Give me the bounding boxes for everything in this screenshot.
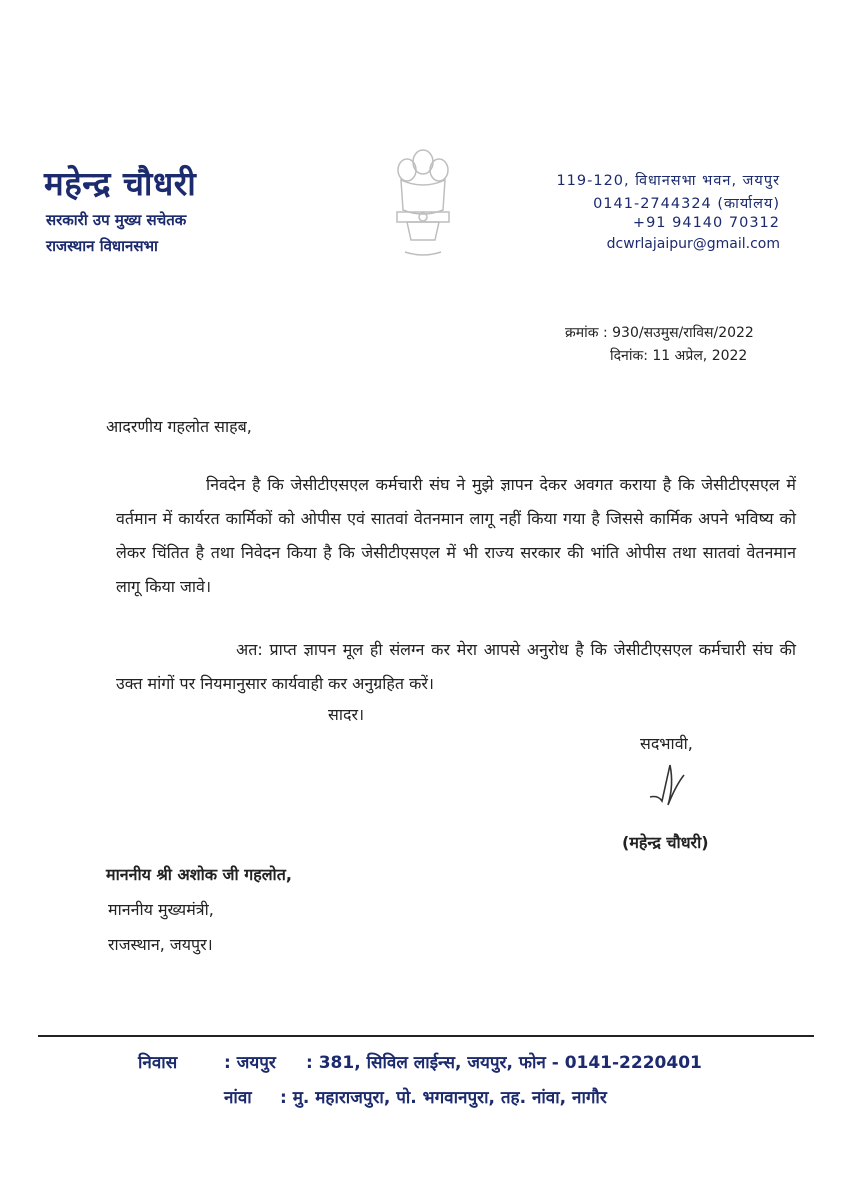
letterhead-address: 119-120, विधानसभा भवन, जयपुर bbox=[556, 173, 780, 189]
recipient-line-3: राजस्थान, जयपुर। bbox=[108, 935, 213, 954]
reference-number bbox=[565, 323, 754, 342]
reference-date-label: दिनांक: bbox=[610, 348, 648, 364]
salutation: आदरणीय गहलोत साहब, bbox=[106, 417, 252, 436]
recipient-line-2: माननीय मुख्यमंत्री, bbox=[108, 900, 214, 919]
letterhead-email: dcwrlajaipur@gmail.com bbox=[606, 236, 780, 252]
recipient-line-1: माननीय श्री अशोक जी गहलोत, bbox=[106, 865, 292, 884]
closing: सादर। bbox=[328, 705, 365, 724]
letterhead-assembly: राजस्थान विधानसभा bbox=[46, 237, 158, 255]
footer-residence-label: निवास bbox=[138, 1053, 178, 1073]
footer-nawa-address: : मु. महाराजपुरा, पो. भगवानपुरा, तह. नांवा, नागौर bbox=[280, 1088, 607, 1108]
footer-jaipur-address: : 381, सिविल लाईन्स, जयपुर, फोन - 0141-2220401 bbox=[306, 1053, 702, 1073]
paragraph-2: अत: प्राप्त ज्ञापन मूल ही संलग्न कर मेरा आपसे अनुरोध है कि जेसीटीएसएल कर्मचारी संघ की उक्त मांगों पर नियमानुसार कार्यवाही कर अनुग्रहित करें। bbox=[116, 640, 796, 693]
reference-number-value: : 930/सउमुस/राविस/2022 bbox=[602, 325, 754, 341]
footer-divider bbox=[38, 1035, 814, 1037]
signatory-name: (महेन्द्र चौधरी) bbox=[622, 833, 709, 852]
paragraph-1: निवदेन है कि जेसीटीएसएल कर्मचारी संघ ने मुझे ज्ञापन देकर अवगत कराया है कि जेसीटीएसएल में वर्तमान में कार्यरत कार्मिकों को ओपीस एवं सातवां वेतनमान लागू नहीं किया गया है जिससे कार्मिक अपने भविष्य को लेकर चिंतित है तथा निवेदन किया है कि जेसीटीएसएल में भी राज्य सरकार की भांति ओपीस तथा सातवां वेतनमान लागू किया जावे। bbox=[116, 475, 796, 596]
reference-date bbox=[610, 346, 747, 365]
letterhead-name: महेन्द्र चौधरी bbox=[44, 164, 197, 203]
reference-date-value: 11 अप्रेल, 2022 bbox=[652, 348, 748, 364]
sign-off: सदभावी, bbox=[640, 734, 693, 753]
national-emblem-icon bbox=[383, 140, 463, 265]
signature-icon bbox=[640, 755, 700, 815]
letterhead-designation: सरकारी उप मुख्य सचेतक bbox=[46, 211, 187, 229]
letterhead-office-phone: 0141-2744324 (कार्यालय) bbox=[593, 196, 780, 212]
letterhead-mobile: +91 94140 70312 bbox=[632, 215, 780, 231]
reference-number-label: क्रमांक bbox=[565, 325, 599, 341]
footer-nawa-label: नांवा bbox=[224, 1088, 252, 1108]
footer-jaipur-label: : जयपुर bbox=[224, 1053, 276, 1073]
